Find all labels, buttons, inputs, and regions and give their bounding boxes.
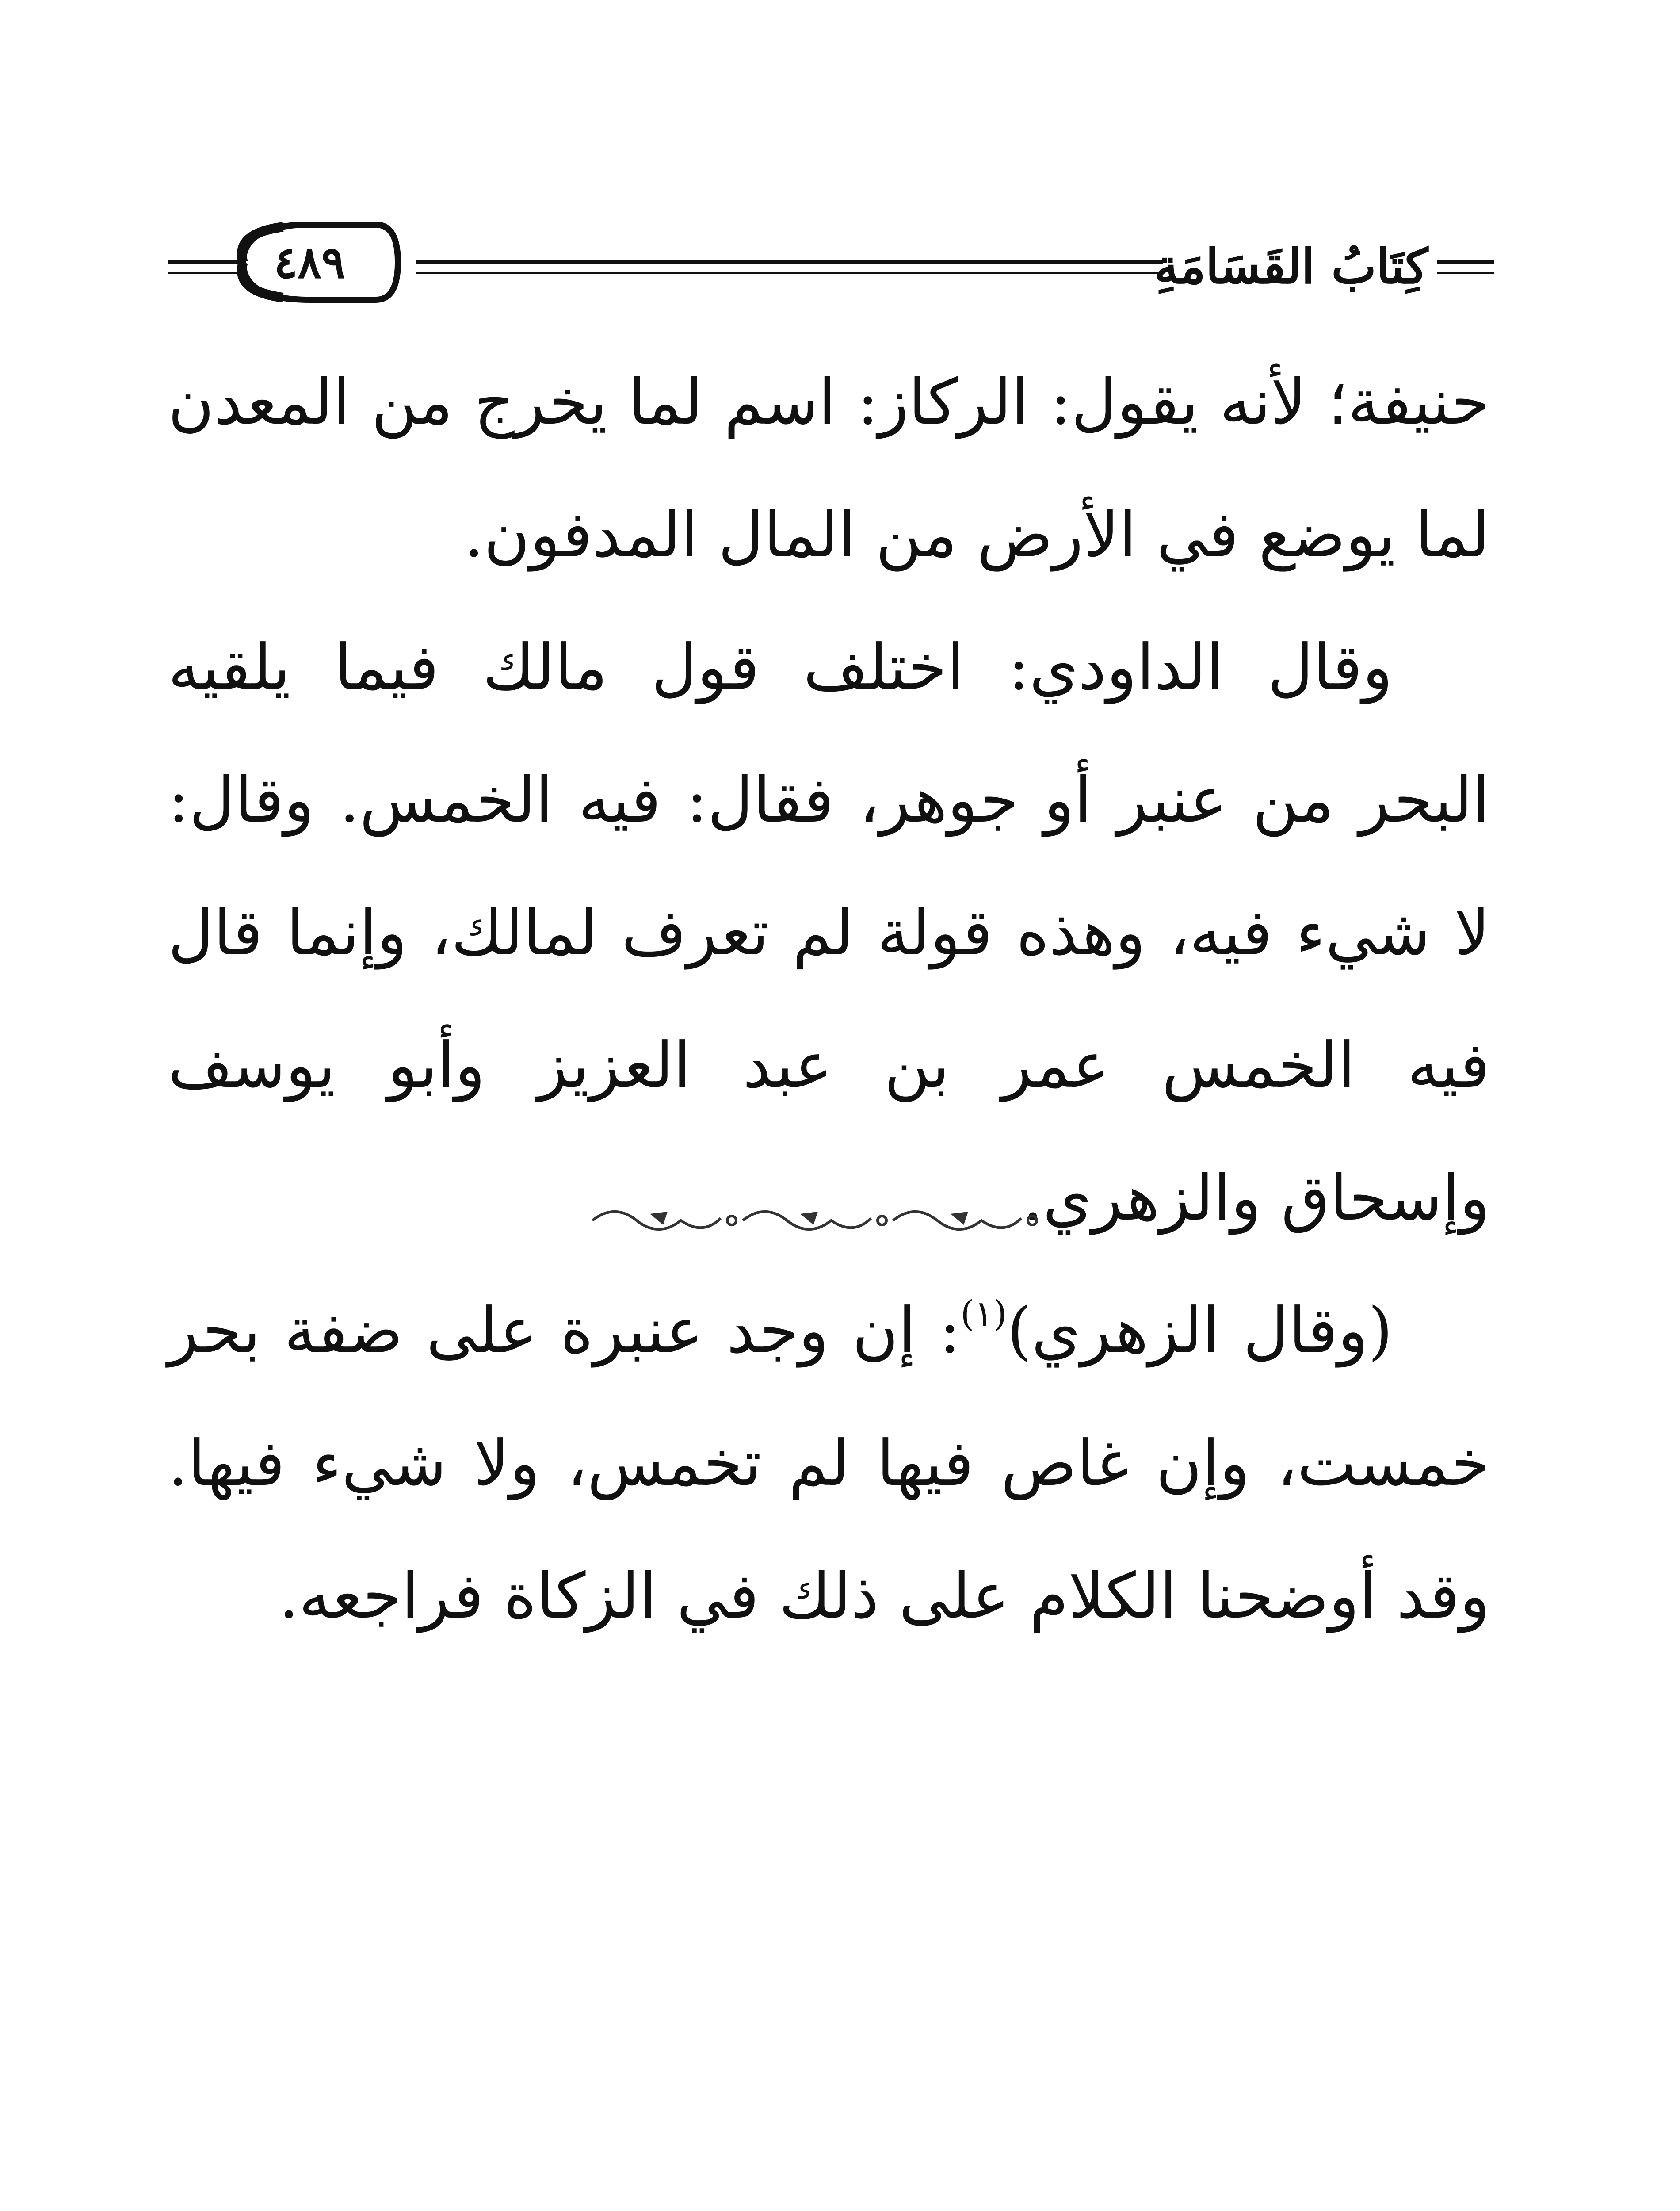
- paragraph-3-rest: : إن وجد عنبرة على ضفة بحر خمست، وإن غاص فيها لم تخمس، ولا شيء فيها. وقد أوضحنا الكلام على ذلك في الزكاة فراجعه.: [168, 1294, 1490, 1633]
- section-divider-ornament-icon: [575, 1194, 1105, 1243]
- paragraph-3: [168, 1265, 1490, 1663]
- paragraph-3-lead: (وقال الزهري): [1007, 1294, 1393, 1367]
- chapter-title: كِتَابُ القَسَامَةِ: [1154, 239, 1428, 295]
- page-header: [168, 208, 1494, 323]
- paragraph-1: حنيفة؛ لأنه يقول: الركاز: اسم لما يخرج من المعدن لما يوضع في الأرض من المال المدفون.: [168, 366, 1490, 571]
- body-text: [168, 336, 1490, 1663]
- footnote-ref[interactable]: (١): [960, 1293, 1007, 1334]
- paragraph-2: وقال الداودي: اختلف قول مالك فيما يلقيه البحر من عنبر أو جوهر، فقال: فيه الخمس. وقال: لا شيء فيه، وهذه قولة لم تعرف لمالك، وإنما قال فيه الخمس عمر بن عبد العزيز وأبو يوسف وإسحاق والزهري.: [168, 631, 1490, 1235]
- page-number-badge: [217, 216, 402, 309]
- page-number: ٤٨٩: [274, 236, 345, 288]
